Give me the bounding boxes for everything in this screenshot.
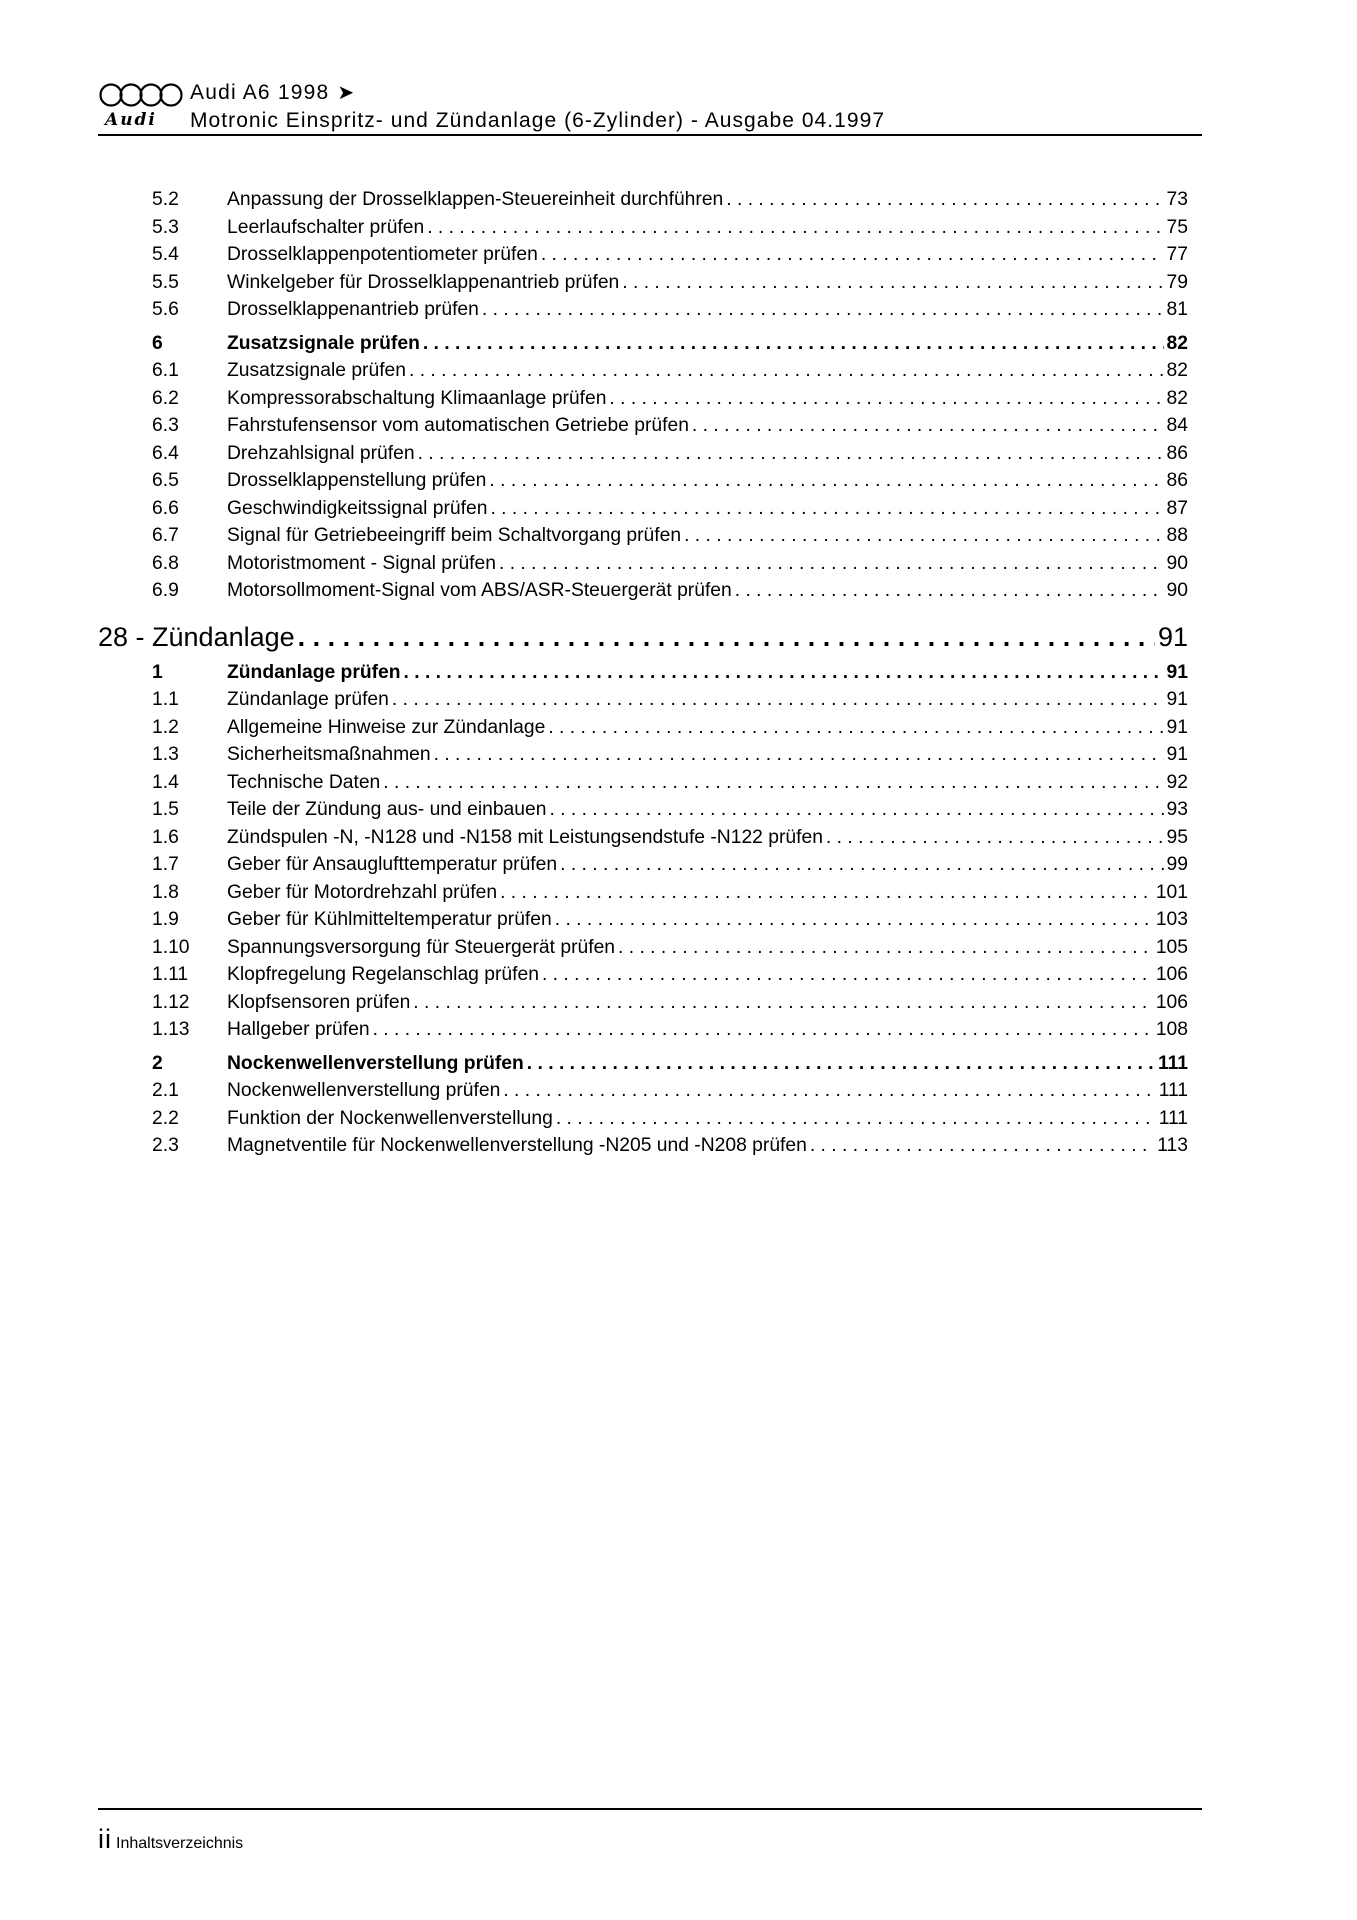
toc-entry-title: Technische Daten xyxy=(227,771,381,793)
toc-entry-number: 5.6 xyxy=(152,299,179,320)
toc-entry-number: 1.13 xyxy=(152,1019,190,1040)
toc-entry[interactable] xyxy=(98,269,1188,297)
toc-leader xyxy=(684,522,1163,550)
toc-leader xyxy=(489,467,1163,495)
toc-entry[interactable] xyxy=(98,686,1188,714)
toc-entry-title: Klopfsensoren prüfen xyxy=(227,991,411,1013)
toc-section-title: Zusatzsignale prüfen xyxy=(227,332,420,354)
toc-entry[interactable] xyxy=(98,1077,1188,1105)
toc-entry[interactable] xyxy=(98,412,1188,440)
toc-leader xyxy=(499,550,1164,578)
toc-leader xyxy=(383,769,1163,797)
toc-entry-page: 81 xyxy=(1166,299,1188,320)
toc-entry-title: Geschwindigkeitssignal prüfen xyxy=(227,497,488,519)
toc-entry-number: 1.12 xyxy=(152,991,190,1013)
toc-entry[interactable] xyxy=(98,824,1188,852)
toc-leader xyxy=(692,412,1164,440)
toc-entry-number: 1.4 xyxy=(152,771,179,793)
toc-chapter-title: 28 - Zündanlage xyxy=(98,621,295,652)
toc-entry-title: Motorsollmoment-Signal vom ABS/ASR-Steuergerät prüfen xyxy=(227,580,732,601)
toc-leader xyxy=(413,989,1153,1017)
toc-leader xyxy=(434,741,1164,769)
toc-entry-page: 106 xyxy=(1155,991,1188,1013)
toc-entry-page: 105 xyxy=(1155,936,1188,958)
toc-entry[interactable] xyxy=(98,1105,1188,1133)
toc-entry-page: 95 xyxy=(1166,826,1188,848)
toc-entry-number: 5.3 xyxy=(152,216,179,238)
footer-label: Inhaltsverzeichnis xyxy=(116,1835,244,1852)
toc-leader xyxy=(548,714,1163,742)
toc-entry-number: 1.8 xyxy=(152,881,179,903)
toc-leader xyxy=(618,934,1153,962)
toc-entry-page: 75 xyxy=(1166,216,1188,238)
toc-entry-number: 1.3 xyxy=(152,744,179,765)
toc-leader xyxy=(482,296,1164,324)
toc-entry-page: 77 xyxy=(1166,244,1188,265)
toc-entry[interactable] xyxy=(98,879,1188,907)
toc-group-2 xyxy=(98,1077,1188,1160)
toc-entry-page: 99 xyxy=(1166,854,1188,875)
toc-entry-page: 87 xyxy=(1166,497,1188,519)
toc-entry-title: Spannungsversorgung für Steuergerät prüfen xyxy=(227,936,616,958)
toc-entry-page: 86 xyxy=(1166,470,1188,491)
toc-entry-page: 108 xyxy=(1155,1019,1188,1040)
toc-entry[interactable] xyxy=(98,741,1188,769)
toc-entry-number: 2.1 xyxy=(152,1080,179,1101)
toc-entry[interactable] xyxy=(98,934,1188,962)
toc-entry-number: 1.7 xyxy=(152,854,179,875)
toc-leader xyxy=(726,186,1163,214)
toc-entry-number: 6.1 xyxy=(152,360,179,381)
toc-chapter-page: 91 xyxy=(1157,621,1188,652)
toc-entry-title: Magnetventile für Nockenwellenverstellung -N205 und -N208 prüfen xyxy=(227,1135,807,1156)
toc-entry-title: Leerlaufschalter prüfen xyxy=(227,216,425,238)
toc-leader xyxy=(527,1050,1155,1078)
toc-leader xyxy=(500,879,1153,907)
toc-leader xyxy=(298,619,1155,655)
toc-entry-page: 91 xyxy=(1166,744,1188,765)
page-footer xyxy=(98,1824,243,1855)
footer-divider xyxy=(98,1808,1202,1810)
toc-section-page: 111 xyxy=(1157,1052,1188,1074)
toc-leader xyxy=(542,961,1153,989)
toc-leader xyxy=(541,241,1164,269)
toc-entry-page: 101 xyxy=(1155,881,1188,903)
toc-entry-page: 91 xyxy=(1166,689,1188,710)
toc-leader xyxy=(549,796,1163,824)
toc-section-2[interactable] xyxy=(98,1050,1188,1078)
toc-entry[interactable] xyxy=(98,989,1188,1017)
toc-leader xyxy=(503,1077,1155,1105)
toc-entry-page: 90 xyxy=(1166,580,1188,601)
toc-entry-page: 88 xyxy=(1166,525,1188,546)
toc-entry-number: 2.3 xyxy=(152,1135,179,1156)
toc-entry[interactable] xyxy=(98,1016,1188,1044)
toc-leader xyxy=(826,824,1164,852)
toc-entry-page: 91 xyxy=(1166,716,1188,738)
toc-entry-number: 6.4 xyxy=(152,442,179,464)
toc-entry-title: Geber für Ansauglufttemperatur prüfen xyxy=(227,854,558,875)
toc-entry-page: 93 xyxy=(1166,799,1188,820)
toc-entry[interactable] xyxy=(98,796,1188,824)
toc-entry[interactable] xyxy=(98,296,1188,324)
toc-entry[interactable] xyxy=(98,522,1188,550)
toc-entry[interactable] xyxy=(98,186,1188,214)
toc-entry[interactable] xyxy=(98,769,1188,797)
toc-leader xyxy=(490,495,1163,523)
toc-entry[interactable] xyxy=(98,467,1188,495)
toc-entry-number: 5.2 xyxy=(152,189,179,210)
toc-section-title: Zündanlage prüfen xyxy=(227,661,401,683)
toc-entry-title: Hallgeber prüfen xyxy=(227,1019,370,1040)
toc-group-6 xyxy=(98,357,1188,605)
page-header xyxy=(98,80,1202,138)
toc-entry-number: 6.3 xyxy=(152,415,179,436)
toc-entry-number: 1.10 xyxy=(152,936,190,958)
toc-entry-page: 111 xyxy=(1158,1107,1188,1129)
header-divider xyxy=(98,134,1202,136)
toc-entry-page: 82 xyxy=(1166,387,1188,409)
toc-entry[interactable] xyxy=(98,961,1188,989)
toc-entry-title: Drosselklappenantrieb prüfen xyxy=(227,299,479,320)
toc-leader xyxy=(556,1105,1156,1133)
toc-group-1 xyxy=(98,686,1188,1044)
toc-entry[interactable] xyxy=(98,851,1188,879)
toc-entry[interactable] xyxy=(98,550,1188,578)
toc-entry-title: Funktion der Nockenwellenverstellung xyxy=(227,1107,553,1129)
toc-leader xyxy=(423,330,1164,358)
toc-entry-number: 1.9 xyxy=(152,909,179,930)
toc-entry[interactable] xyxy=(98,577,1188,605)
toc-entry[interactable] xyxy=(98,214,1188,242)
toc-entry-number: 1.2 xyxy=(152,716,179,738)
toc-entry-title: Teile der Zündung aus- und einbauen xyxy=(227,799,547,820)
toc-leader xyxy=(622,269,1163,297)
header-subtitle: Motronic Einspritz- und Zündanlage (6-Zylinder) - Ausgabe 04.1997 xyxy=(190,109,886,132)
toc-leader xyxy=(427,214,1163,242)
toc-entry-page: 79 xyxy=(1166,271,1188,293)
toc-entry-title: Drosselklappenstellung prüfen xyxy=(227,470,487,491)
toc-leader xyxy=(560,851,1163,879)
toc-leader xyxy=(609,385,1163,413)
toc-entry-title: Nockenwellenverstellung prüfen xyxy=(227,1080,501,1101)
toc-entry-page: 90 xyxy=(1166,552,1188,574)
toc-entry-number: 1.1 xyxy=(152,689,179,710)
toc-entry-title: Signal für Getriebeeingriff beim Schaltvorgang prüfen xyxy=(227,525,682,546)
toc-entry-title: Zusatzsignale prüfen xyxy=(227,360,406,381)
toc-entry-title: Zündanlage prüfen xyxy=(227,689,389,710)
footer-page-number: ii xyxy=(98,1824,112,1854)
toc-entry-number: 6.2 xyxy=(152,387,179,409)
toc-leader xyxy=(409,357,1164,385)
toc-section-number: 1 xyxy=(152,661,163,683)
toc-section-page: 91 xyxy=(1166,661,1188,683)
toc-section-number: 6 xyxy=(152,332,163,354)
toc-section-1[interactable] xyxy=(98,659,1188,687)
toc-entry-title: Drosselklappenpotentiometer prüfen xyxy=(227,244,538,265)
header-model-line xyxy=(190,80,355,106)
toc-entry-page: 84 xyxy=(1166,415,1188,436)
toc-entry-page: 73 xyxy=(1166,189,1188,210)
toc-section-page: 82 xyxy=(1166,332,1188,354)
toc-entry-number: 5.5 xyxy=(152,271,179,293)
toc-leader xyxy=(735,577,1164,605)
toc-section-title: Nockenwellenverstellung prüfen xyxy=(227,1052,524,1074)
toc-entry-title: Sicherheitsmaßnahmen xyxy=(227,744,431,765)
toc-chapter-28[interactable] xyxy=(98,619,1188,655)
toc-entry-number: 6.6 xyxy=(152,497,179,519)
toc-entry-number: 6.7 xyxy=(152,525,179,546)
toc-entry-title: Klopfregelung Regelanschlag prüfen xyxy=(227,964,539,985)
toc-entry-number: 2.2 xyxy=(152,1107,179,1129)
audi-wordmark: Audi xyxy=(105,110,157,130)
toc-entry[interactable] xyxy=(98,385,1188,413)
toc-entry-title: Fahrstufensensor vom automatischen Getriebe prüfen xyxy=(227,415,689,436)
toc-leader xyxy=(404,659,1164,687)
toc-entry-title: Drehzahlsignal prüfen xyxy=(227,442,415,464)
table-of-contents xyxy=(98,186,1188,1160)
toc-entry-page: 106 xyxy=(1155,964,1188,985)
toc-leader xyxy=(810,1132,1154,1160)
audi-rings-icon xyxy=(98,82,184,108)
toc-entry[interactable] xyxy=(98,241,1188,269)
toc-leader xyxy=(373,1016,1153,1044)
toc-section-6[interactable] xyxy=(98,330,1188,358)
toc-entry[interactable] xyxy=(98,495,1188,523)
toc-entry-title: Geber für Motordrehzahl prüfen xyxy=(227,881,498,903)
toc-entry[interactable] xyxy=(98,906,1188,934)
toc-entry-title: Zündspulen -N, -N128 und -N158 mit Leistungsendstufe -N122 prüfen xyxy=(227,826,823,848)
toc-leader xyxy=(392,686,1164,714)
toc-entry-number: 6.9 xyxy=(152,580,179,601)
toc-entry-number: 6.5 xyxy=(152,470,179,491)
toc-entry-title: Geber für Kühlmitteltemperatur prüfen xyxy=(227,909,552,930)
toc-entry-page: 86 xyxy=(1166,442,1188,464)
header-model: Audi A6 1998 xyxy=(190,81,330,104)
toc-entry[interactable] xyxy=(98,357,1188,385)
toc-entry-title: Anpassung der Drosselklappen-Steuereinheit durchführen xyxy=(227,189,724,210)
audi-logo xyxy=(98,80,184,132)
toc-entry-page: 92 xyxy=(1166,771,1188,793)
toc-entry-number: 1.5 xyxy=(152,799,179,820)
toc-group-5 xyxy=(98,186,1188,324)
toc-entry-title: Kompressorabschaltung Klimaanlage prüfen xyxy=(227,387,607,409)
toc-entry[interactable] xyxy=(98,714,1188,742)
toc-entry-page: 113 xyxy=(1157,1135,1188,1156)
toc-entry-page: 103 xyxy=(1155,909,1188,930)
toc-entry-number: 6.8 xyxy=(152,552,179,574)
toc-entry-number: 1.11 xyxy=(152,964,189,985)
toc-leader xyxy=(555,906,1153,934)
toc-entry-title: Motoristmoment - Signal prüfen xyxy=(227,552,496,574)
toc-entry-page: 111 xyxy=(1158,1080,1188,1101)
toc-entry-title: Allgemeine Hinweise zur Zündanlage xyxy=(227,716,546,738)
toc-entry[interactable] xyxy=(98,440,1188,468)
toc-entry-number: 5.4 xyxy=(152,244,179,265)
toc-entry-page: 82 xyxy=(1166,360,1188,381)
toc-section-number: 2 xyxy=(152,1052,163,1074)
toc-entry-title: Winkelgeber für Drosselklappenantrieb prüfen xyxy=(227,271,620,293)
toc-entry-number: 1.6 xyxy=(152,826,179,848)
toc-entry[interactable] xyxy=(98,1132,1188,1160)
arrow-right-icon: ➤ xyxy=(337,82,356,104)
toc-leader xyxy=(418,440,1164,468)
